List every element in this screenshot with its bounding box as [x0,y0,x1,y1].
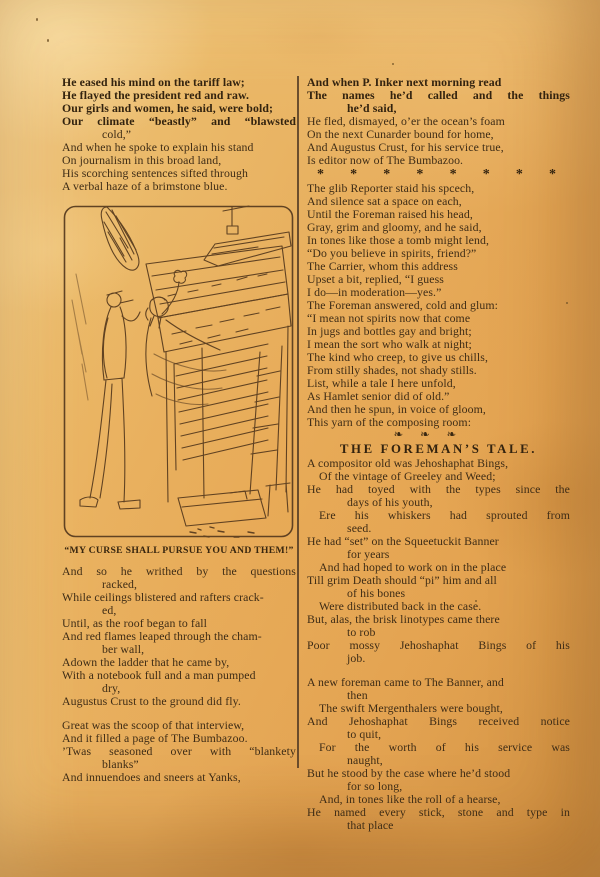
verse-line: “Do you believe in spirits, friend?” [307,246,477,260]
verse-line: He fled, dismayed, o’er the ocean’s foam [307,114,505,128]
verse-line: And so he writhed by the questions [62,564,296,578]
verse-line: to rob [347,625,376,639]
verse-line: As Hamlet senior did of old.” [307,389,450,403]
verse-line: to quit, [347,727,382,741]
verse-line: He named every stick, stone and type in [307,805,570,819]
verse-line: List, while a tale I here unfold, [307,376,456,390]
verse-line: And, in tones like the roll of a hearse, [319,792,501,806]
verse-line: for so long, [347,779,403,793]
verse-line: Until, as the roof began to fall [62,616,208,630]
verse-line: And innuendoes and sneers at Yanks, [62,770,241,784]
verse-line: ’Twas seasoned over with “blankety [62,744,296,758]
verse-line: And Jehoshaphat Bings received notice [307,714,570,728]
verse-block [307,676,570,832]
verse-line: Till grim Death should “pi” him and all [307,573,497,587]
verse-line: dry, [102,681,121,695]
verse-line: The glib Reporter staid his spcech, [307,181,475,195]
verse-line: days of his youth, [347,495,433,509]
verse-line: With a notebook full and a man pumped [62,668,256,682]
verse-line: In jugs and bottles gay and bright; [307,324,472,338]
section-heading: THE FOREMAN’S TALE. [339,442,538,456]
verse-line: He eased his mind on the tariff law; [62,75,245,89]
verse-line: And Augustus Crust, for his service true, [307,140,504,154]
verse-block [62,719,296,784]
verse-line: The swift Mergenthalers were bought, [319,701,503,715]
verse-line: Until the Foreman raised his head, [307,207,473,221]
paper-speck [47,39,49,42]
verse-line: for years [347,547,390,561]
verse-line: A compositor old was Jehoshaphat Bings, [307,456,509,470]
verse-line: And it filled a page of The Bumbazoo. [62,731,248,745]
verse-line: job. [347,651,366,665]
verse-line: Augustus Crust to the ground did fly. [62,694,241,708]
verse-line: And then he spun, in voice of gloom, [307,402,486,416]
verse-line: that place [347,818,394,832]
left-column [62,76,296,832]
verse-line: Upset a bit, replied, “I guess [307,272,444,286]
verse-line: And had hoped to work on in the place [319,560,507,574]
verse-line: But he stood by the case where he’d stood [307,766,511,780]
verse-line: Is editor now of The Bumbazoo. [307,153,464,167]
verse-line: cold,” [102,127,132,141]
verse-line: Poor mossy Jehoshaphat Bings of his [307,638,570,652]
verse-line: ber wall, [102,642,145,656]
verse-line: The names he’d called and the things [307,88,570,102]
verse-block [307,182,570,429]
paper-speck [392,63,394,65]
illustration-caption: “MY CURSE SHALL PURSUE YOU AND THEM!” [64,545,294,556]
text-columns [62,76,570,832]
paper-speck [36,18,38,21]
verse-block [62,565,296,708]
verse-line: I mean the sort who walk at night; [307,337,472,351]
verse-line: He flayed the president red and raw. [62,88,249,102]
verse-line: This yarn of the composing room: [307,415,472,429]
verse-line: On the next Cunarder bound for home, [307,127,494,141]
verse-line: “I mean not spirits now that come [307,311,471,325]
verse-line: And when P. Inker next morning read [307,75,502,89]
verse-line: The kind who creep, to give us chills, [307,350,489,364]
verse-line: Ere his whiskers had sprouted from [319,508,570,522]
illustration-figure [62,204,296,556]
verse-line: blanks” [102,757,139,771]
verse-line: In tones like those a tomb might lend, [307,233,490,247]
verse-block [307,457,570,665]
verse-line: Our climate “beastly” and “blawsted [62,114,296,128]
verse-line: A new foreman came to The Banner, and [307,675,504,689]
verse-block [307,76,570,167]
verse-line: The Carrier, whom this address [307,259,458,273]
verse-line: But, alas, the brisk linotypes came there [307,612,500,626]
verse-line: While ceilings blistered and rafters crack- [62,590,264,604]
verse-line: And silence sat a space on each, [307,194,462,208]
verse-line: ed, [102,603,117,617]
right-column [307,76,570,832]
verse-line: he’d said, [347,101,397,115]
verse-line: racked, [102,577,138,591]
verse-line: Were distributed back in the case. [319,599,482,613]
verse-line: The Foreman answered, cold and glum: [307,298,498,312]
verse-line: Gray, grim and gloomy, and he said, [307,220,482,234]
verse-line: naught, [347,753,383,767]
verse-line: On journalism in this broad land, [62,153,222,167]
verse-line: He had toyed with the types since the [307,482,570,496]
verse-line: A verbal haze of a brimstone blue. [62,179,228,193]
illustration-drawing [62,204,296,540]
verse-line: Our girls and women, he said, were bold; [62,101,274,115]
verse-line: For the worth of his service was [319,740,570,754]
verse-line: seed. [347,521,372,535]
verse-block [62,76,296,193]
verse-line: His scorching sentences sifted through [62,166,248,180]
verse-line: I do—in moderation—yes.” [307,285,442,299]
asterisk-separator: * * * * * * * * [317,167,556,182]
fleuron-ornament-separator: ❧ ❧ ❧ [393,429,464,441]
verse-line: then [347,688,368,702]
verse-line: Of the vintage of Greeley and Weed; [319,469,496,483]
verse-line: From stilly shades, not shady stills. [307,363,477,377]
verse-line: And when he spoke to explain his stand [62,140,254,154]
verse-line: of his bones [347,586,406,600]
verse-line: And red flames leaped through the cham- [62,629,262,643]
verse-line: He had “set” on the Squeetuckit Banner [307,534,499,548]
verse-line: Great was the scoop of that interview, [62,718,245,732]
verse-line: Adown the ladder that he came by, [62,655,230,669]
